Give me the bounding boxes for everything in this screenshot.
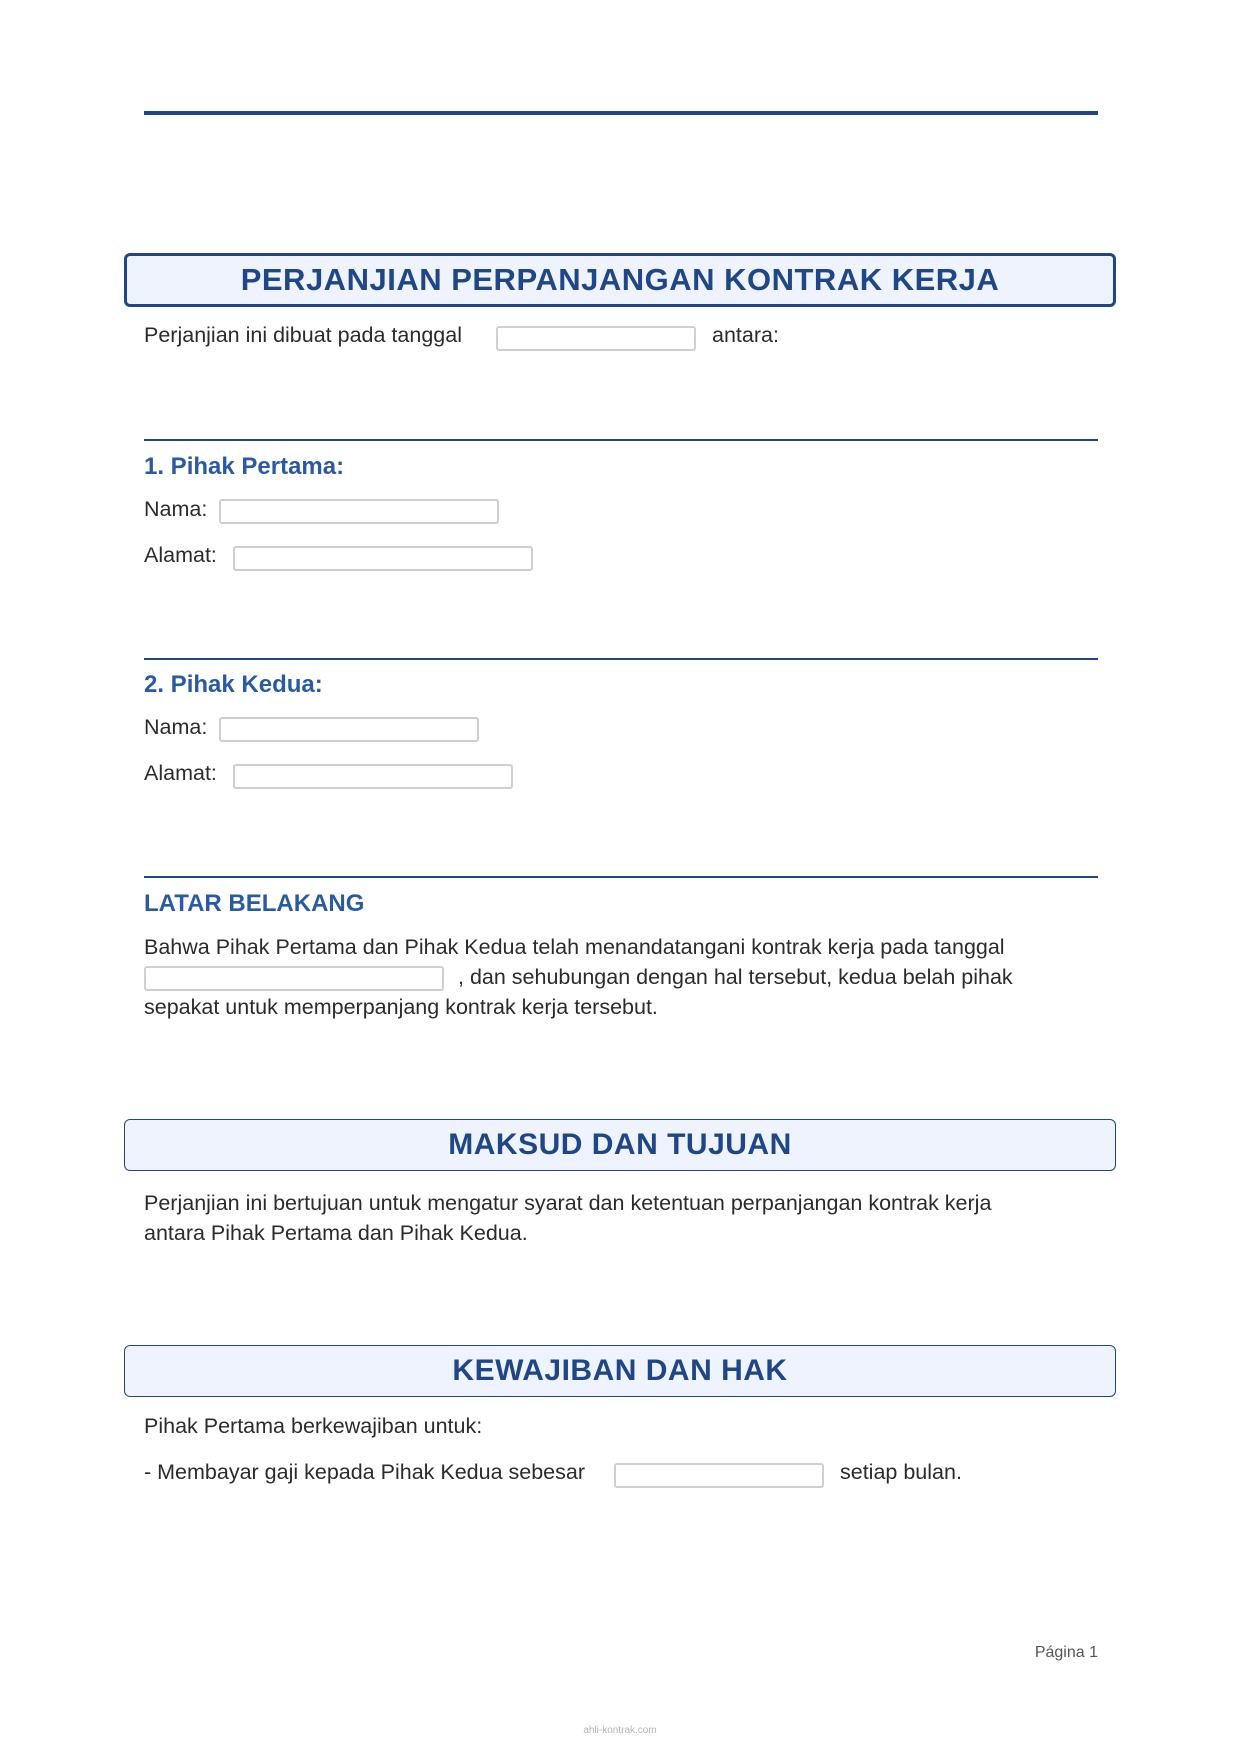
- intro-after-text: antara:: [712, 323, 779, 347]
- agreement-date-field[interactable]: [496, 326, 696, 351]
- latar-belakang-paragraph: [144, 932, 1104, 1022]
- pihak-pertama-alamat-label: Alamat:: [144, 543, 217, 567]
- section-divider-1: [144, 439, 1098, 441]
- latar-belakang-heading: LATAR BELAKANG: [144, 890, 365, 917]
- header-rule: [144, 111, 1098, 115]
- pihak-pertama-nama-label: Nama:: [144, 497, 208, 521]
- maksud-tujuan-paragraph: [144, 1188, 1104, 1248]
- kewajiban-hak-heading-box: [124, 1345, 1116, 1397]
- pihak-kedua-nama-label: Nama:: [144, 715, 208, 739]
- maksud-tujuan-line-2: antara Pihak Pertama dan Pihak Kedua.: [144, 1221, 528, 1245]
- pihak-kedua-nama-field[interactable]: [219, 717, 479, 742]
- maksud-tujuan-heading-box: [124, 1119, 1116, 1171]
- intro-text: Perjanjian ini dibuat pada tanggal: [144, 323, 462, 347]
- latar-belakang-line-2: [144, 962, 1104, 992]
- document-title-text: PERJANJIAN PERPANJANGAN KONTRAK KERJA: [240, 262, 1000, 297]
- document-title: [124, 253, 1116, 307]
- latar-belakang-line-2-text: , dan sehubungan dengan hal tersebut, kedua belah pihak: [458, 965, 1013, 989]
- maksud-tujuan-line-1: Perjanjian ini bertujuan untuk mengatur syarat dan ketentuan perpanjangan kontrak kerja: [144, 1191, 992, 1215]
- pihak-kedua-heading: 2. Pihak Kedua:: [144, 671, 323, 698]
- pihak-pertama-heading: 1. Pihak Pertama:: [144, 453, 345, 480]
- kewajiban-item-after-text: setiap bulan.: [840, 1460, 962, 1484]
- maksud-tujuan-heading: MAKSUD DAN TUJUAN: [448, 1128, 792, 1161]
- latar-belakang-line-3: sepakat untuk memperpanjang kontrak kerja tersebut.: [144, 995, 658, 1019]
- contract-date-field[interactable]: [144, 966, 444, 991]
- kewajiban-intro: Pihak Pertama berkewajiban untuk:: [144, 1414, 483, 1438]
- kewajiban-item-text: - Membayar gaji kepada Pihak Kedua sebesar: [144, 1460, 586, 1484]
- latar-belakang-line-1: Bahwa Pihak Pertama dan Pihak Kedua telah menandatangani kontrak kerja pada tanggal: [144, 935, 1005, 959]
- pihak-kedua-alamat-field[interactable]: [233, 764, 513, 789]
- pihak-pertama-nama-field[interactable]: [219, 499, 499, 524]
- pihak-kedua-alamat-label: Alamat:: [144, 761, 217, 785]
- section-divider-2: [144, 658, 1098, 660]
- pihak-pertama-alamat-field[interactable]: [233, 546, 533, 571]
- section-divider-3: [144, 876, 1098, 878]
- watermark: ahli-kontrak.com: [583, 1725, 657, 1736]
- kewajiban-hak-heading: KEWAJIBAN DAN HAK: [452, 1354, 788, 1387]
- page-number: Página 1: [1034, 1644, 1098, 1661]
- salary-amount-field[interactable]: [614, 1463, 824, 1488]
